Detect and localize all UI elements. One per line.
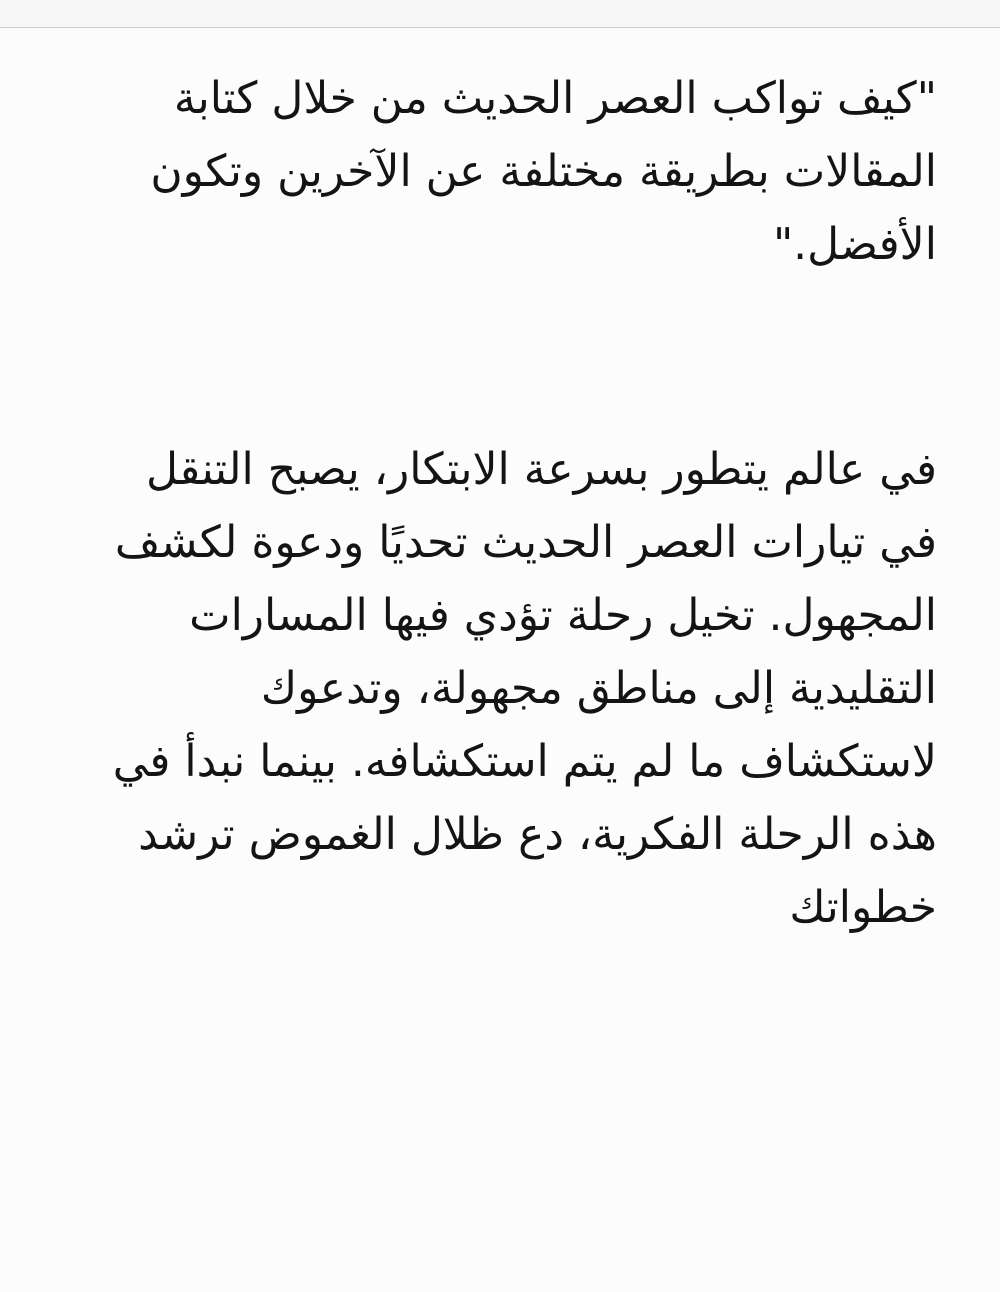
article-paragraph [52, 433, 937, 944]
paragraph-line: خطواتك [789, 882, 937, 933]
paragraph-line: المجهول. تخيل رحلة تؤدي فيها المسارات [189, 590, 937, 641]
paragraph-line: في تيارات العصر الحديث تحديًا ودعوة لكشف [114, 517, 937, 568]
paragraph-line: التقليدية إلى مناطق مجهولة، وتدعوك [260, 663, 937, 714]
title-line: الأفضل." [772, 219, 937, 270]
paragraph-line: هذه الرحلة الفكرية، دع ظلال الغموض ترشد [138, 809, 937, 860]
title-line: "كيف تواكب العصر الحديث من خلال كتابة [173, 73, 937, 124]
article-title [52, 62, 937, 281]
paragraph-line: لاستكشاف ما لم يتم استكشافه. بينما نبدأ في [112, 736, 937, 787]
title-line: المقالات بطريقة مختلفة عن الآخرين وتكون [150, 146, 937, 197]
paragraph-line: في عالم يتطور بسرعة الابتكار، يصبح التنقل [145, 444, 937, 495]
top-edge-bar [0, 0, 1000, 28]
